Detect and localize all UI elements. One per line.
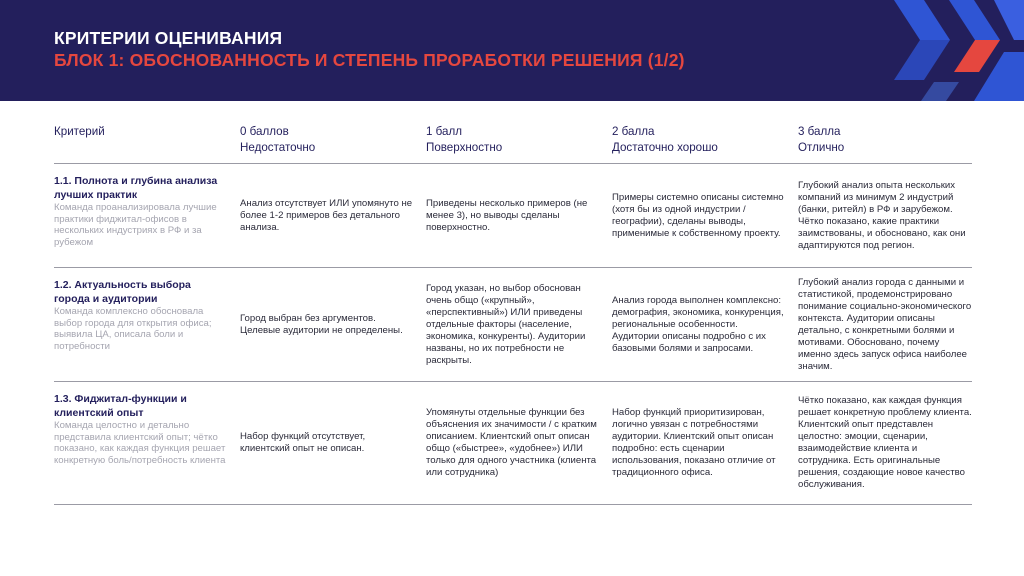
score-cell: Глубокий анализ города с данными и статистикой, продемонстрировано понимание социально-экономического контекста. Аудитории описаны детально, с конкретными болями и мотивами. Обосновано, почему именно здесь запуск офиса наиболее значим. [798,276,972,372]
criteria-table [54,122,972,505]
column-header: Критерий [54,125,105,138]
table-header-row [54,122,972,164]
table-row [54,382,972,505]
score-cell: Приведены несколько примеров (не менее 3), но выводы сделаны поверхностно. [426,197,588,233]
page-title: КРИТЕРИИ ОЦЕНИВАНИЯ [54,28,283,48]
decorative-chevrons [854,0,1024,101]
column-header: 1 балл Поверхностно [426,125,503,154]
header-title-block [54,28,685,71]
page-subtitle: БЛОК 1: ОБОСНОВАННОСТЬ И СТЕПЕНЬ ПРОРАБОТКИ РЕШЕНИЯ (1/2) [54,50,685,70]
criterion-cell [54,382,240,504]
score-cell: Город указан, но выбор обоснован очень общо («крупный», «перспективный») ИЛИ приведены отдельные факторы (население, экономика, конкуренты). Аудитории названы, но их потребности не раскрыты. [426,282,586,366]
criterion-title: 1.1. Полнота и глубина анализа лучших практик [54,175,218,201]
criterion-title: 1.2. Актуальность выбора города и аудитории [54,279,191,305]
score-cell: Чётко показано, как каждая функция решает конкретную проблему клиента. Клиентский опыт представлен целостно: эмоции, сценарии, взаимодействие клиента и сотрудника. Есть оригинальные решения, создающие новое качество обслуживания. [798,395,972,490]
score-cell: Упомянуты отдельные функции без объяснения их значимости / с кратким описанием. Клиентский опыт описан общо («быстрее», «удобнее») ИЛИ только для одного участника (клиента или сотрудника) [426,407,597,478]
table-row [54,268,972,382]
header-banner [0,0,1024,101]
criterion-description: Команда комплексно обосновала выбор города для открытия офиса; выявила ЦА, описала боли и потребности [54,306,212,352]
column-header: 2 балла Достаточно хорошо [612,125,718,154]
score-cell: Глубокий анализ опыта нескольких компаний из минимум 2 индустрий (банки, ритейл) в РФ и зарубежом. Чётко показано, какие практики заимствованы, и обосновано, как они адаптируются под регион. [798,179,966,251]
criterion-description: Команда проанализировала лучшие практики фиджитал-офисов в нескольких индустриях в РФ и за рубежом [54,202,217,248]
score-cell: Анализ отсутствует ИЛИ упомянуто не более 1-2 примеров без детального анализа. [240,197,413,233]
score-cell: Набор функций отсутствует, клиентский опыт не описан. [240,431,366,454]
score-cell: Город выбран без аргументов. Целевые аудитории не определены. [240,312,403,336]
criterion-description: Команда целостно и детально представила клиентский опыт; чётко показано, как каждая функция решает конкретную боль/потребность клиента [54,420,226,466]
column-header: 0 баллов Недостаточно [240,125,316,154]
criterion-cell [54,268,240,381]
table-row [54,164,972,268]
score-cell: Анализ города выполнен комплексно: демография, экономика, конкуренция, региональные особенности. Аудитории описаны подробно с их базовыми болями и запросами. [612,294,784,354]
score-cell: Примеры системно описаны системно (хотя бы из одной индустрии / географии), сделаны выводы, применимые к собственному проекту. [612,191,784,239]
criterion-cell [54,164,240,267]
criterion-title: 1.3. Фиджитал-функции и клиентский опыт [54,393,187,419]
column-header: 3 балла Отлично [798,125,845,154]
score-cell: Набор функций приоритизирован, логично увязан с потребностями аудитории. Клиентский опыт описан подробно: есть сценарии использования, показано отличие от традиционного офиса. [612,407,776,478]
